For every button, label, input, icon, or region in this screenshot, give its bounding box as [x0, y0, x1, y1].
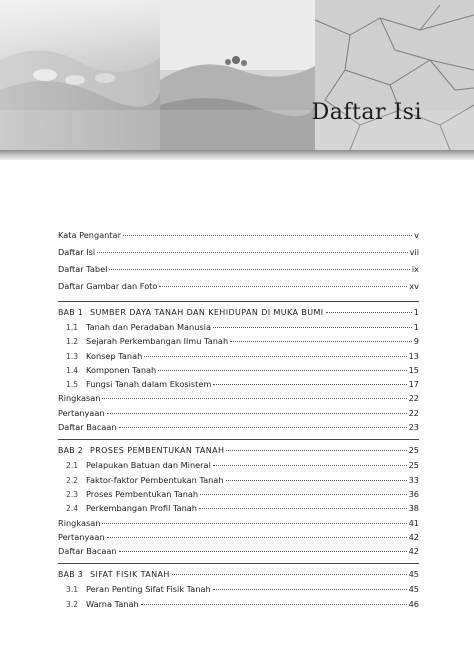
chapter-separator	[58, 439, 419, 440]
toc-entry-label: Daftar Bacaan	[58, 546, 117, 557]
toc-entry-page: 41	[408, 517, 419, 528]
toc-section-item[interactable]	[58, 475, 419, 489]
toc-entry-label: Faktor-faktor Pembentukan Tanah	[86, 474, 224, 485]
toc-dot-leader	[107, 413, 407, 414]
toc-entry-page: 1	[413, 307, 419, 317]
toc-dot-leader	[102, 398, 406, 399]
toc-entry-number: 1.2	[66, 337, 79, 347]
toc-section-item[interactable]	[58, 351, 419, 365]
toc-entry-label: Pertanyaan	[58, 407, 105, 418]
header-banner	[0, 0, 474, 150]
toc-entry-number: 1.1	[66, 323, 79, 332]
toc-section-item[interactable]	[58, 584, 419, 598]
banner-photo-collage	[0, 0, 474, 150]
toc-entry-page: 45	[408, 584, 419, 595]
toc-entry-page: 1	[413, 322, 419, 332]
toc-dot-leader	[158, 370, 406, 371]
toc-entry-page: vii	[409, 247, 419, 257]
toc-dot-leader	[109, 269, 409, 270]
toc-entry-page: xv	[409, 281, 419, 291]
toc-dot-leader	[226, 450, 406, 451]
toc-entry-page: 9	[413, 336, 419, 347]
toc-section-item[interactable]	[58, 365, 419, 379]
toc-entry-number: 2.3	[66, 489, 79, 499]
toc-front-matter-item[interactable]	[58, 230, 419, 247]
toc-entry-number: 1.4	[66, 365, 79, 375]
toc-dot-leader	[97, 252, 407, 253]
toc-dot-leader	[213, 384, 406, 385]
toc-section-item[interactable]	[58, 599, 419, 613]
page-title: Daftar Isi	[311, 100, 422, 125]
toc-dot-leader	[141, 604, 407, 605]
toc-entry-page: 42	[408, 546, 419, 557]
toc-entry-label: Pelapukan Batuan dan Mineral	[86, 460, 211, 471]
toc-entry-page: v	[414, 230, 419, 240]
toc-front-matter-item[interactable]	[58, 264, 419, 281]
toc-entry-page: 33	[408, 474, 419, 485]
toc-dot-leader	[172, 574, 407, 575]
toc-chapter-extra-item[interactable]	[58, 546, 419, 560]
toc-entry-label: Ringkasan	[58, 517, 101, 528]
chapter-separator	[58, 301, 419, 302]
toc-entry-page: 38	[408, 503, 419, 514]
toc-dot-leader	[107, 537, 407, 538]
toc-entry-number: BAB 2	[58, 446, 83, 456]
toc-entry-number: 2.4	[66, 504, 79, 514]
toc-entry-page: 46	[408, 598, 419, 609]
toc-entry-label: Kata Pengantar	[58, 230, 121, 240]
toc-dot-leader	[326, 312, 412, 313]
toc-front-matter-item[interactable]	[58, 281, 419, 298]
toc-entry-page: 36	[408, 488, 419, 499]
toc-chapter-extra-item[interactable]	[58, 408, 419, 422]
toc-section-item[interactable]	[58, 322, 419, 336]
toc-front-matter-item[interactable]	[58, 247, 419, 264]
toc-entry-number: BAB 1	[58, 308, 83, 317]
toc-entry-label: Ringkasan	[58, 393, 101, 404]
toc-entry-label: Perkembangan Profil Tanah	[86, 503, 197, 514]
toc-entry-label: Daftar Bacaan	[58, 422, 117, 433]
toc-dot-leader	[102, 523, 406, 524]
toc-entry-label: Daftar Tabel	[58, 264, 108, 274]
toc-chapter-extra-item[interactable]	[58, 393, 419, 407]
toc-entry-label: Warna Tanah	[86, 598, 139, 609]
toc-entry-label: SIFAT FISIK TANAH	[90, 570, 170, 580]
toc-chapter-heading[interactable]	[58, 307, 419, 322]
toc-dot-leader	[159, 286, 407, 287]
toc-entry-label: Pertanyaan	[58, 531, 105, 542]
toc-chapter-extra-item[interactable]	[58, 422, 419, 436]
toc-entry-number: 1.5	[66, 380, 79, 390]
toc-entry-page: 45	[408, 569, 419, 580]
toc-entry-page: 22	[408, 407, 419, 418]
toc-entry-number: 1.3	[66, 351, 79, 361]
toc-chapter-extra-item[interactable]	[58, 518, 419, 532]
toc-section-item[interactable]	[58, 379, 419, 393]
toc-entry-number: 2.2	[66, 475, 79, 485]
toc-dot-leader	[230, 341, 412, 342]
toc-entry-label: Konsep Tanah	[86, 350, 143, 361]
table-of-contents	[58, 230, 419, 613]
toc-entry-page: 25	[408, 445, 419, 456]
toc-entry-number: 2.1	[66, 461, 79, 471]
toc-entry-number: 3.2	[66, 599, 79, 609]
toc-entry-label: Tanah dan Peradaban Manusia	[86, 322, 211, 332]
toc-dot-leader	[213, 327, 412, 328]
toc-dot-leader	[119, 551, 407, 552]
toc-entry-page: 13	[408, 350, 419, 361]
toc-entry-page: 22	[408, 393, 419, 404]
toc-entry-label: Daftar Isi	[58, 247, 96, 257]
toc-entry-page: 42	[408, 531, 419, 542]
toc-entry-label: Proses Pembentukan Tanah	[86, 488, 199, 499]
toc-entry-label: PROSES PEMBENTUKAN TANAH	[90, 446, 225, 456]
toc-entry-page: 25	[408, 460, 419, 471]
toc-dot-leader	[123, 235, 412, 236]
toc-entry-label: Komponen Tanah	[86, 364, 157, 375]
toc-entry-label: Peran Penting Sifat Fisik Tanah	[86, 584, 211, 595]
toc-entry-page: 23	[408, 422, 419, 433]
chapter-separator	[58, 563, 419, 564]
toc-section-item[interactable]	[58, 460, 419, 474]
toc-chapter-extra-item[interactable]	[58, 532, 419, 546]
toc-section-item[interactable]	[58, 489, 419, 503]
toc-entry-label: Daftar Gambar dan Foto	[58, 281, 158, 291]
toc-chapter-heading[interactable]	[58, 445, 419, 460]
header-divider-band	[0, 150, 474, 160]
toc-entry-page: 15	[408, 364, 419, 375]
toc-dot-leader	[200, 494, 406, 495]
toc-section-item[interactable]	[58, 336, 419, 350]
toc-entry-page: 17	[408, 379, 419, 390]
toc-dot-leader	[119, 427, 407, 428]
toc-entry-page: ix	[411, 264, 419, 274]
toc-entry-label: Sejarah Perkembangan Ilmu Tanah	[86, 336, 229, 347]
toc-section-item[interactable]	[58, 503, 419, 517]
toc-dot-leader	[199, 508, 407, 509]
toc-entry-label: SUMBER DAYA TANAH DAN KEHIDUPAN DI MUKA BUMI	[90, 308, 324, 317]
toc-entry-number: 3.1	[66, 585, 79, 595]
toc-dot-leader	[213, 589, 407, 590]
toc-entry-number: BAB 3	[58, 570, 83, 580]
toc-dot-leader	[144, 356, 406, 357]
toc-entry-label: Fungsi Tanah dalam Ekosistem	[86, 379, 212, 390]
toc-dot-leader	[213, 465, 407, 466]
toc-dot-leader	[226, 480, 407, 481]
toc-chapter-heading[interactable]	[58, 569, 419, 584]
